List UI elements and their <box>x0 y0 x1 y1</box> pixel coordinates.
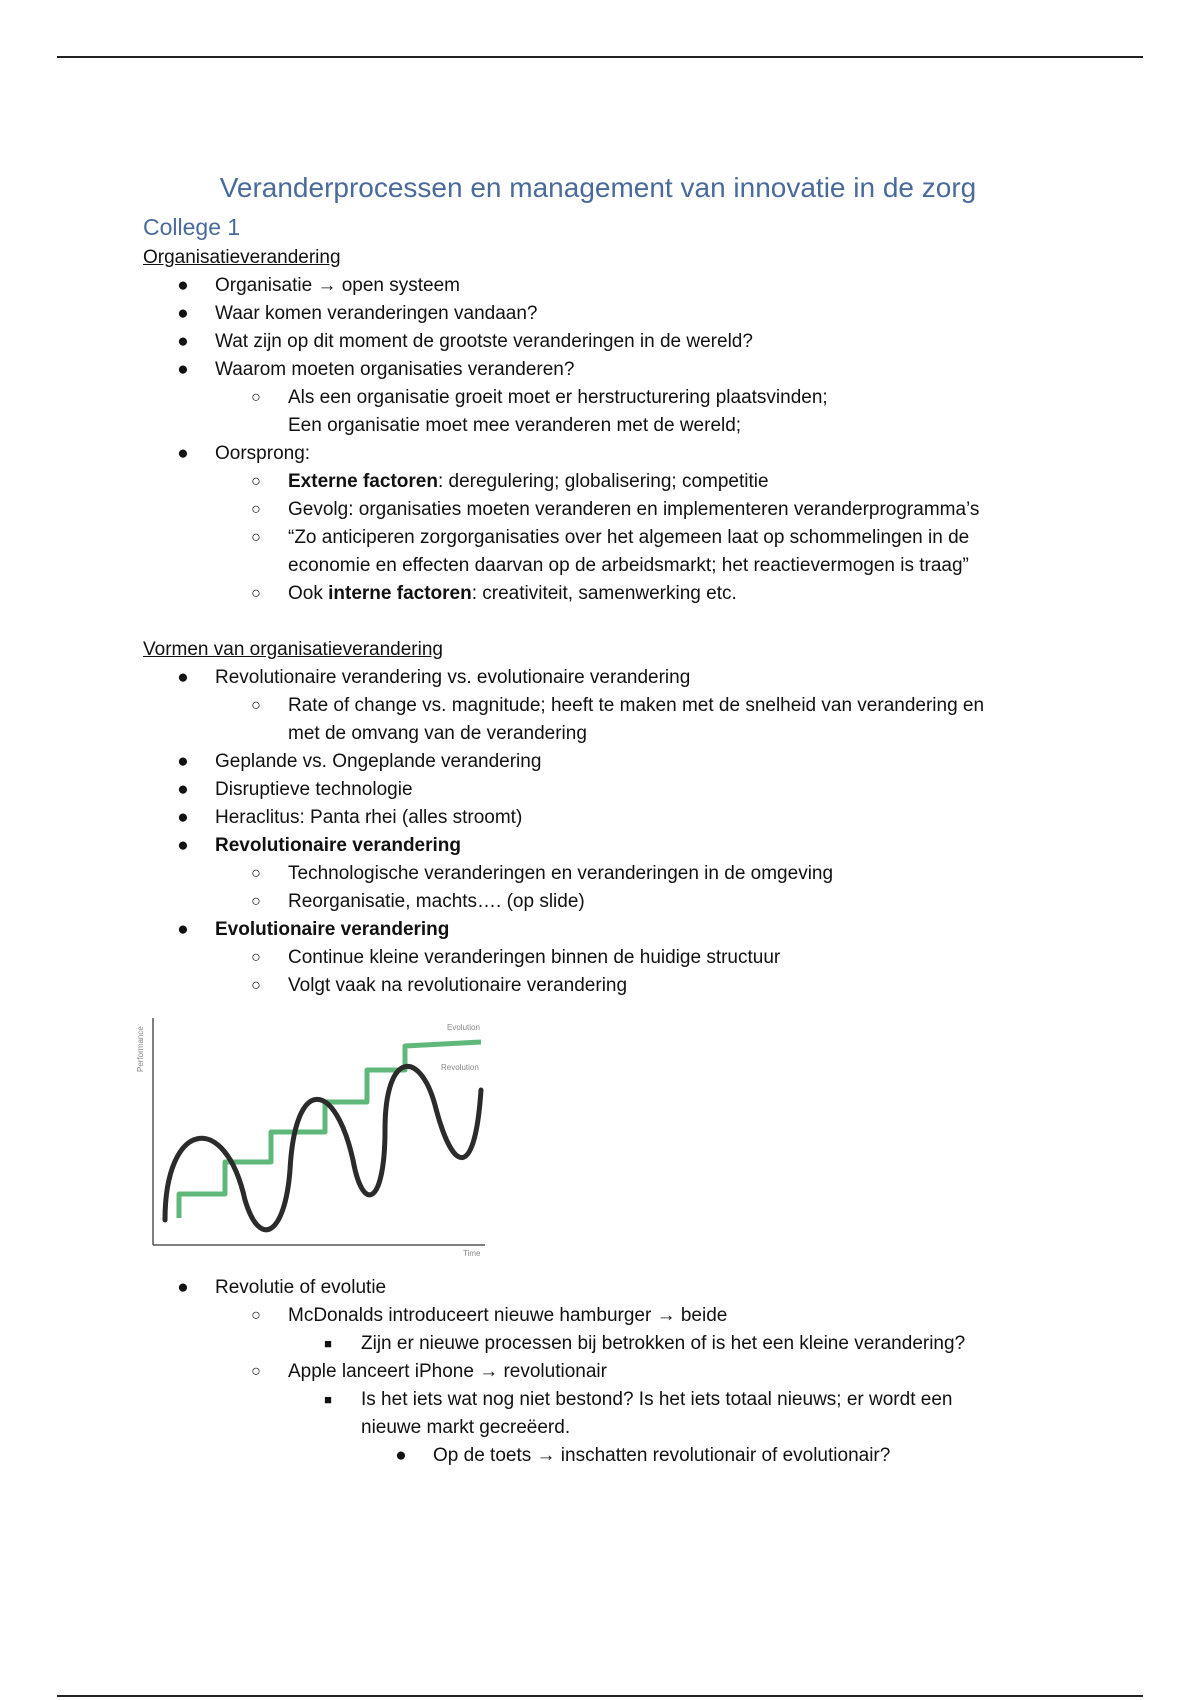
section-heading-vormen: Vormen van organisatieverandering <box>143 639 443 660</box>
list-item: ● Wat zijn op dit moment de grootste veranderingen in de wereld? <box>177 331 753 352</box>
document-body <box>136 168 1143 1470</box>
y-axis-label: Performance <box>136 1026 145 1072</box>
list-item: ● Revolutionaire verandering vs. evolutionaire verandering <box>177 667 691 688</box>
evolution-revolution-diagram <box>135 1010 495 1260</box>
sub-list-item: ○ Continue kleine veranderingen binnen de huidige structuur <box>251 947 781 968</box>
list-item: ● Revolutionaire verandering <box>177 835 462 856</box>
x-axis-label: Time <box>463 1249 481 1258</box>
sub-list-item-continuation: Een organisatie moet mee veranderen met de wereld; <box>288 415 742 436</box>
header-rule <box>57 56 1143 58</box>
sub-list-item: ○ Als een organisatie groeit moet er herstructurering plaatsvinden; <box>251 387 828 408</box>
list-item: ● Heraclitus: Panta rhei (alles stroomt) <box>177 807 523 828</box>
sub-list-item: ○ Technologische veranderingen en veranderingen in de omgeving <box>251 863 834 884</box>
sub-list-item: ○ Apple lanceert iPhone → revolutionair <box>251 1361 607 1382</box>
sub-list-item: ○ Externe factoren: deregulering; globalisering; competitie <box>251 471 769 492</box>
sub-list-item-continuation: economie en effecten daarvan op de arbeidsmarkt; het reactievermogen is traag” <box>288 555 969 576</box>
list-item: ● Disruptieve technologie <box>177 779 413 800</box>
list-item: ● Oorsprong: <box>177 443 311 464</box>
page-title: Veranderprocessen en management van innovatie in de zorg <box>219 172 977 203</box>
evolution-label: Evolution <box>447 1023 480 1032</box>
list-item: ● Waar komen veranderingen vandaan? <box>177 303 538 324</box>
sub-list-item: ○ Rate of change vs. magnitude; heeft te maken met de snelheid van verandering en <box>251 695 985 716</box>
list-item-level4: ● Op de toets → inschatten revolutionair of evolutionair? <box>395 1445 891 1466</box>
sub-sub-list-item: ■ Zijn er nieuwe processen bij betrokken of is het een kleine verandering? <box>324 1333 966 1354</box>
sub-sub-list-item-continuation: nieuwe markt gecreëerd. <box>361 1417 571 1438</box>
footer-rule <box>57 1695 1143 1697</box>
sub-list-item: ○ “Zo anticiperen zorgorganisaties over het algemeen laat op schommelingen in de <box>251 527 970 548</box>
sub-list-item: ○ Volgt vaak na revolutionaire verandering <box>251 975 628 996</box>
section-heading-organisatieverandering: Organisatieverandering <box>143 247 341 268</box>
sub-list-item: ○ McDonalds introduceert nieuwe hamburger → beide <box>251 1305 728 1326</box>
list-item: ● Revolutie of evolutie <box>177 1277 387 1298</box>
evolution-revolution-figure <box>135 1010 495 1260</box>
evolution-step-line <box>179 1042 481 1218</box>
sub-list-item: ○ Reorganisatie, machts…. (op slide) <box>251 891 585 912</box>
list-item: ● Waarom moeten organisaties veranderen? <box>177 359 575 380</box>
sub-list-item: ○ Gevolg: organisaties moeten veranderen en implementeren veranderprogramma’s <box>251 499 980 520</box>
sub-list-item: ○ Ook interne factoren: creativiteit, samenwerking etc. <box>251 583 737 604</box>
sub-list-item-continuation: met de omvang van de verandering <box>288 723 587 744</box>
revolution-wave-line <box>165 1066 481 1229</box>
list-item: ● Geplande vs. Ongeplande verandering <box>177 751 542 772</box>
sub-sub-list-item: ■ Is het iets wat nog niet bestond? Is het iets totaal nieuws; er wordt een <box>324 1389 953 1410</box>
list-item: ● Organisatie → open systeem <box>177 275 461 296</box>
college-heading: College 1 <box>143 214 241 240</box>
revolution-label: Revolution <box>441 1063 479 1072</box>
list-item: ● Evolutionaire verandering <box>177 919 450 940</box>
